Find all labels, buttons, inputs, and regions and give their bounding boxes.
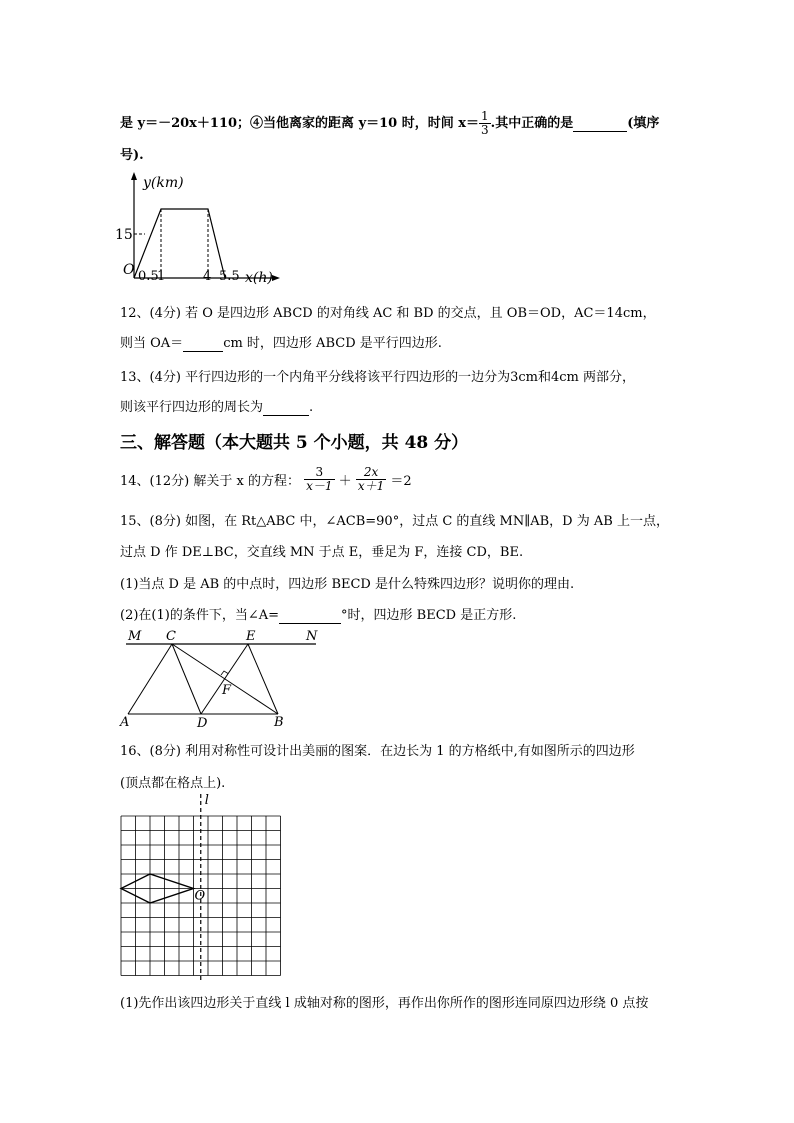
q12-answer-blank[interactable]: [183, 336, 223, 352]
q12-text-c: cm 时，四边形 ABCD 是平行四边形.: [223, 336, 442, 351]
q15-answer-blank[interactable]: [279, 608, 341, 624]
label-E: E: [246, 629, 256, 644]
q15-text-a: 15、(8分) 如图，在 Rt△ABC 中，∠ACB=90°，过点 C 的直线 MN∥AB，D 为 AB 上一点，: [120, 514, 669, 529]
q13-text-c: .: [309, 400, 314, 415]
section-3-title: 三、解答题（本大题共 5 个小题，共 48 分）: [120, 433, 469, 453]
geometry-figure-15: [118, 628, 328, 730]
label-M: M: [128, 629, 142, 644]
q14-prefix: 14、(12分) 解关于 x 的方程：: [120, 474, 300, 489]
graph-x-tick-4: 4: [203, 269, 212, 284]
point-label-O: O: [194, 888, 206, 904]
q16-line-1: [120, 740, 635, 759]
graph-distance-line: [134, 209, 225, 278]
q15-line-3: [120, 573, 574, 592]
q13-text-a: 13、(4分) 平行四边形的一个内角平分线将该平行四边形的一边分为3cm和4cm 两部分，: [120, 370, 635, 385]
q16-line-2: [120, 772, 225, 791]
q16-text-b: (顶点都在格点上).: [120, 776, 226, 791]
graph-origin: O: [123, 262, 135, 278]
q11-line-1: [120, 110, 659, 137]
q11-text-b: .其中正确的是: [490, 116, 574, 131]
segment-CD: [172, 644, 201, 714]
q12-line-1: [120, 302, 656, 321]
graph-x-tick-1: 1: [157, 269, 166, 284]
q11-text-c: (填序: [627, 116, 660, 131]
graph-ylabel: y(km): [143, 175, 184, 191]
q15-text-b: 过点 D 作 DE⊥BC，交直线 MN 于点 E，垂足为 F，连接 CD，BE.: [120, 545, 524, 560]
graph-xlabel: x(h): [245, 270, 273, 286]
q13-answer-blank[interactable]: [263, 400, 309, 416]
graph-x-tick-5-5: 5.5: [219, 269, 240, 284]
q14-fraction-2: [356, 466, 386, 493]
q15-line-2: [120, 541, 523, 560]
label-B: B: [274, 715, 284, 730]
label-A: A: [120, 715, 130, 730]
q16-text-c: (1)先作出该四边形关于直线 l 成轴对称的图形，再作出你所作的图形连同原四边形绕 0 点按: [120, 996, 649, 1011]
q14-plus: ＋: [338, 474, 352, 489]
q15-text-c: (1)当点 D 是 AB 的中点时，四边形 BECD 是什么特殊四边形？说明你的理由.: [120, 577, 575, 592]
distance-time-graph: [115, 168, 285, 290]
q13-text-b: 则该平行四边形的周长为: [120, 400, 264, 415]
q11-answer-blank[interactable]: [573, 116, 627, 132]
q16-line-3: [120, 992, 648, 1011]
graph-x-arrow: [272, 275, 280, 281]
q13-line-1: [120, 366, 635, 385]
q12-text-a: 12、(4分) 若 O 是四边形 ABCD 的对角线 AC 和 BD 的交点，且 OB＝OD，AC＝14cm，: [120, 306, 656, 321]
q14-fraction-1: [304, 466, 334, 493]
label-C: C: [166, 629, 176, 644]
graph-y-arrow: [131, 172, 137, 180]
q11-line-2: [120, 144, 144, 163]
q14-f1-num: 3: [304, 466, 334, 480]
segment-DE: [201, 644, 248, 714]
label-F: F: [222, 683, 232, 698]
q14-line: [120, 466, 412, 493]
grid-figure-16: [112, 790, 282, 986]
segment-AC: [128, 644, 172, 714]
q12-line-2: [120, 332, 442, 352]
q15-line-1: [120, 510, 669, 529]
graph-y-tick-15: 15: [115, 227, 133, 243]
q14-f1-den: x－1: [306, 479, 333, 493]
q14-rhs: ＝2: [390, 474, 412, 489]
q16-text-a: 16、(8分) 利用对称性可设计出美丽的图案．在边长为 1 的方格纸中,有如图所示的四边形: [120, 744, 635, 759]
q11-fraction: [479, 110, 491, 137]
q15-text-d: (2)在(1)的条件下，当∠A=: [120, 608, 280, 623]
q13-line-2: [120, 396, 313, 416]
q11-text-d: 号).: [120, 148, 144, 163]
q15-line-4: [120, 604, 516, 624]
graph-x-tick-0-5: 0.5: [138, 269, 159, 284]
axis-label-l: l: [204, 793, 209, 808]
q11-frac-num: 1: [481, 109, 489, 123]
q11-frac-den: 3: [481, 123, 489, 137]
label-D: D: [197, 716, 208, 730]
right-angle-mark: [221, 671, 228, 675]
q12-text-b: 则当 OA＝: [120, 336, 184, 351]
label-N: N: [306, 629, 318, 644]
q15-text-e: °时，四边形 BECD 是正方形.: [341, 608, 517, 623]
q14-f2-num: 2x: [356, 466, 386, 480]
q14-f2-den: x＋1: [357, 479, 385, 493]
q11-text-a: 是 y＝－20x＋110；④当他离家的距离 y＝10 时，时间 x＝: [120, 116, 480, 131]
